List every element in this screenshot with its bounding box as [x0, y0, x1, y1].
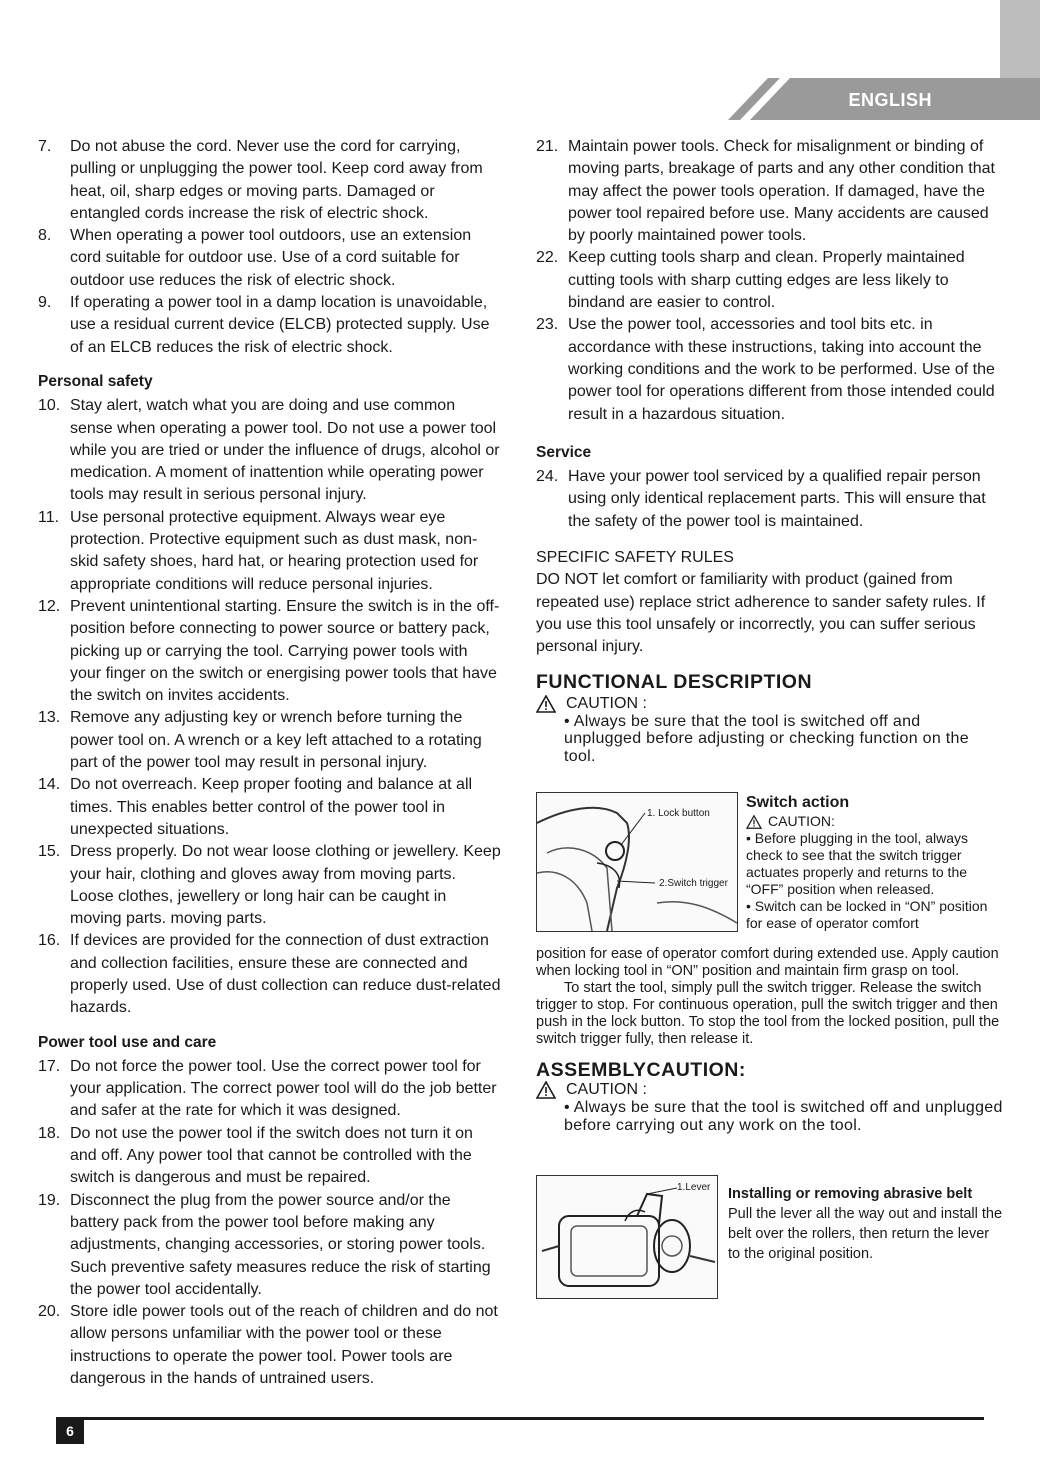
switch-start-text: To start the tool, simply pull the switch trigger. Release the switch trigger to stop. For continuous operation, pull the switch trigger and then push in the lock button. To stop the tool from the locked position, pull the switch trigger fully, then release it. — [536, 980, 1000, 1047]
switch-action-heading: Switch action — [746, 794, 850, 811]
list-item: 22. Keep cutting tools sharp and clean. Properly maintained cutting tools with sharp cutting edges are less likely to bindand are easier to control. — [536, 249, 965, 312]
list-item: 9. If operating a power tool in a damp location is unavoidable, use a residual current device (ELCB) protected supply. Use of an ELCB reduces the risk of electric shock. — [38, 294, 490, 356]
switch-continued-block — [536, 946, 1004, 1134]
right-column — [536, 136, 1002, 765]
belt-text: Pull the lever all the way out and install the belt over the rollers, then return the lever to the original position. — [728, 1206, 1003, 1262]
list-item: 7. Do not abuse the cord. Never use the cord for carrying, pulling or unplugging the power tool. Keep cord away from heat, oil, sharp edges or moving parts. Damaged or entangled cords increase the risk of electric shock. — [38, 138, 483, 222]
left-column — [38, 136, 502, 1390]
cord-safety-list — [38, 136, 502, 359]
switch-action-block — [746, 793, 1004, 932]
switch-text-2: • Switch can be locked in “ON” position for ease of operator comfort — [746, 898, 988, 931]
switch-figure — [536, 792, 738, 932]
assembly-caution — [536, 1081, 1004, 1099]
specific-rules-heading: SPECIFIC SAFETY RULES — [536, 549, 734, 567]
switch-caution — [746, 813, 1004, 830]
lever-label: 1.Lever — [677, 1182, 711, 1193]
switch-text-1: • Before plugging in the tool, always check to see that the switch trigger actuates properly and returns to the “OFF” position when released. — [746, 830, 969, 897]
power-tool-heading: Power tool use and care — [38, 1033, 217, 1051]
belt-block — [728, 1184, 1004, 1264]
warning-icon — [746, 815, 762, 829]
warning-icon — [536, 1081, 556, 1099]
header-corner-block — [1000, 0, 1040, 80]
personal-safety-list — [38, 395, 502, 1019]
assembly-caution-text: • Always be sure that the tool is switched off and unplugged before carrying out any work on the tool. — [564, 1099, 1003, 1134]
functional-heading: FUNCTIONAL DESCRIPTION — [536, 670, 813, 693]
list-item: 18. Do not use the power tool if the switch does not turn it on and off. Any power tool that cannot be controlled with the switch is dangerous and must be repaired. — [38, 1124, 473, 1187]
functional-caution-text: • Always be sure that the tool is switched off and unplugged before adjusting or checking function on the tool. — [564, 712, 969, 765]
list-item: 8. When operating a power tool outdoors, use an extension cord suitable for outdoor use. Use of a cord suitable for outdoor use reduces the risk of electric shock. — [38, 227, 472, 289]
list-item: 20. Store idle power tools out of the reach of children and do not allow persons unfamiliar with the power tool or these instructions to operate the power tool. Power tools are dangerous in the hands of untrained users. — [38, 1303, 498, 1388]
list-item: 19. Disconnect the plug from the power source and/or the battery pack from the power tool before making any adjustments, changing accessories, or storing power tools. Such preventive safety measures reduce the risk of starting the power tool accidentally. — [38, 1191, 491, 1298]
power-tool-list — [38, 1056, 502, 1390]
service-heading: Service — [536, 443, 592, 461]
caution-label: CAUTION : — [566, 1081, 647, 1098]
page-number: 6 — [56, 1418, 84, 1444]
functional-caution — [536, 695, 1002, 713]
assembly-heading: ASSEMBLYCAUTION: — [536, 1059, 746, 1081]
lock-button-label: 1. Lock button — [647, 808, 710, 819]
footer-rule — [56, 1417, 984, 1420]
caution-label: CAUTION: — [768, 813, 835, 829]
maintenance-list — [536, 136, 1002, 426]
list-item: 24. Have your power tool serviced by a qualified repair person using only identical replacement parts. This will ensure that the safety of the power tool is maintained. — [536, 468, 986, 530]
list-item: 13. Remove any adjusting key or wrench before turning the power tool on. A wrench or a key left attached to a rotating part of the power tool may result in personal injury. — [38, 709, 482, 772]
service-list — [536, 466, 1002, 533]
switch-continued-text: position for ease of operator comfort during extended use. Apply caution when locking tool in “ON” position and maintain firm grasp on tool. — [536, 946, 999, 979]
personal-safety-heading: Personal safety — [38, 372, 153, 390]
warning-icon — [536, 695, 556, 713]
lever-figure — [536, 1175, 718, 1299]
language-banner — [728, 78, 1040, 120]
list-item: 10. Stay alert, watch what you are doing and use common sense when operating a power tool. Do not use a power tool while you are tried or under the influence of drugs, alcohol or medication. A moment of inattention while operating power tools may result in serious personal injury. — [38, 397, 500, 504]
list-item: 12. Prevent unintentional starting. Ensure the switch is in the off-position before connecting to power source or battery pack, picking up or carrying the tool. Carrying power tools with your finger on the switch or energising power tools that have the switch on invites accidents. — [38, 597, 500, 705]
list-item: 23. Use the power tool, accessories and tool bits etc. in accordance with these instructions, taking into account the working conditions and the work to be performed. Use of the power tool for operations different from those intended could result in a hazardous situation. — [536, 316, 995, 423]
language-label: ENGLISH — [848, 90, 932, 110]
list-item: 15. Dress properly. Do not wear loose clothing or jewellery. Keep your hair, clothing and gloves away from moving parts. Loose clothes, jewellery or long hair can be caught in moving parts. moving parts. — [38, 843, 501, 928]
list-item: 17. Do not force the power tool. Use the correct power tool for your application. The correct power tool will do the job better and safer at the rate for which it was designed. — [38, 1057, 497, 1120]
list-item: 21. Maintain power tools. Check for misalignment or binding of moving parts, breakage of parts and any other condition that may affect the power tools operation. If damaged, have the power tool repaired before use. Many accidents are caused by poorly maintained power tools. — [536, 138, 995, 245]
specific-rules-text: DO NOT let comfort or familiarity with product (gained from repeated use) replace strict adherence to sander safety rules. If you use this tool unsafely or incorrectly, you can suffer serious personal injury. — [536, 571, 986, 656]
list-item: 11. Use personal protective equipment. Always wear eye protection. Protective equipment such as dust mask, non-skid safety shoes, hard hat, or hearing protection used for appropriate conditions will reduce personal injuries. — [38, 508, 479, 593]
switch-trigger-label: 2.Switch trigger — [659, 878, 728, 889]
belt-heading: Installing or removing abrasive belt — [728, 1186, 973, 1202]
sander-lever-illustration — [537, 1176, 717, 1298]
caution-label: CAUTION : — [566, 694, 647, 712]
list-item: 14. Do not overreach. Keep proper footing and balance at all times. This enables better control of the power tool in unexpected situations. — [38, 776, 473, 838]
list-item: 16. If devices are provided for the connection of dust extraction and collection facilities, ensure these are connected and properly used. Use of dust collection can reduce dust-related hazards. — [38, 932, 501, 1017]
